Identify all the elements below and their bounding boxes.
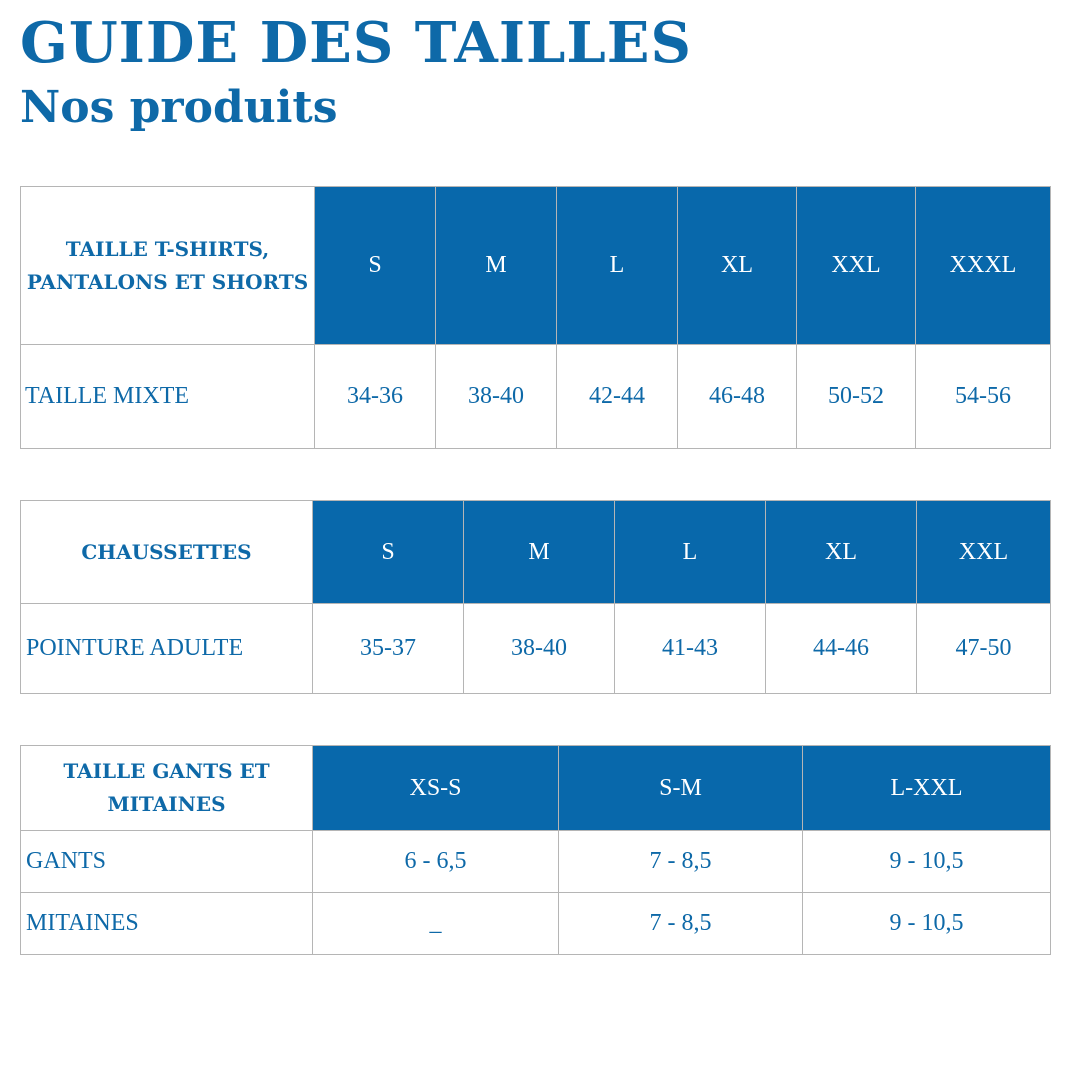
table-cell: 41-43 bbox=[615, 604, 766, 694]
table-corner-label: TAILLE GANTS ET MITAINES bbox=[21, 746, 313, 831]
table-cell: 9 - 10,5 bbox=[803, 893, 1051, 955]
size-column-header: XXL bbox=[917, 501, 1051, 604]
table-header-row bbox=[21, 187, 1051, 345]
table-cell: 35-37 bbox=[313, 604, 464, 694]
size-column-header: XXL bbox=[797, 187, 916, 345]
table-cell: 7 - 8,5 bbox=[559, 893, 803, 955]
gloves-size-table bbox=[20, 745, 1051, 955]
table-cell: 6 - 6,5 bbox=[313, 831, 559, 893]
table-cell: 44-46 bbox=[766, 604, 917, 694]
table-row bbox=[21, 893, 1051, 955]
size-column-header: XL bbox=[766, 501, 917, 604]
size-column-header: S-M bbox=[559, 746, 803, 831]
size-column-header: L bbox=[557, 187, 678, 345]
table-cell: _ bbox=[313, 893, 559, 955]
table-row bbox=[21, 831, 1051, 893]
table-cell: 38-40 bbox=[436, 345, 557, 449]
row-label: TAILLE MIXTE bbox=[21, 345, 315, 449]
size-column-header: L bbox=[615, 501, 766, 604]
table-header-row bbox=[21, 746, 1051, 831]
size-column-header: S bbox=[313, 501, 464, 604]
table-header-row bbox=[21, 501, 1051, 604]
table-cell: 34-36 bbox=[315, 345, 436, 449]
table-cell: 9 - 10,5 bbox=[803, 831, 1051, 893]
size-column-header: M bbox=[464, 501, 615, 604]
size-column-header: S bbox=[315, 187, 436, 345]
table-cell: 7 - 8,5 bbox=[559, 831, 803, 893]
table-cell: 38-40 bbox=[464, 604, 615, 694]
size-column-header: XL bbox=[678, 187, 797, 345]
table-cell: 54-56 bbox=[916, 345, 1051, 449]
table-corner-label: TAILLE T-SHIRTS, PANTALONS ET SHORTS bbox=[21, 187, 315, 345]
page-subtitle: Nos produits bbox=[20, 82, 338, 133]
socks-size-table bbox=[20, 500, 1051, 694]
page-title: GUIDE DES TAILLES bbox=[20, 10, 692, 76]
size-column-header: XS-S bbox=[313, 746, 559, 831]
table-cell: 42-44 bbox=[557, 345, 678, 449]
table-cell: 47-50 bbox=[917, 604, 1051, 694]
row-label: POINTURE ADULTE bbox=[21, 604, 313, 694]
table-row bbox=[21, 345, 1051, 449]
size-column-header: XXXL bbox=[916, 187, 1051, 345]
table-corner-label: CHAUSSETTES bbox=[21, 501, 313, 604]
tshirt-size-table bbox=[20, 186, 1051, 449]
size-column-header: M bbox=[436, 187, 557, 345]
row-label: GANTS bbox=[21, 831, 313, 893]
row-label: MITAINES bbox=[21, 893, 313, 955]
table-cell: 50-52 bbox=[797, 345, 916, 449]
table-cell: 46-48 bbox=[678, 345, 797, 449]
table-row bbox=[21, 604, 1051, 694]
size-column-header: L-XXL bbox=[803, 746, 1051, 831]
